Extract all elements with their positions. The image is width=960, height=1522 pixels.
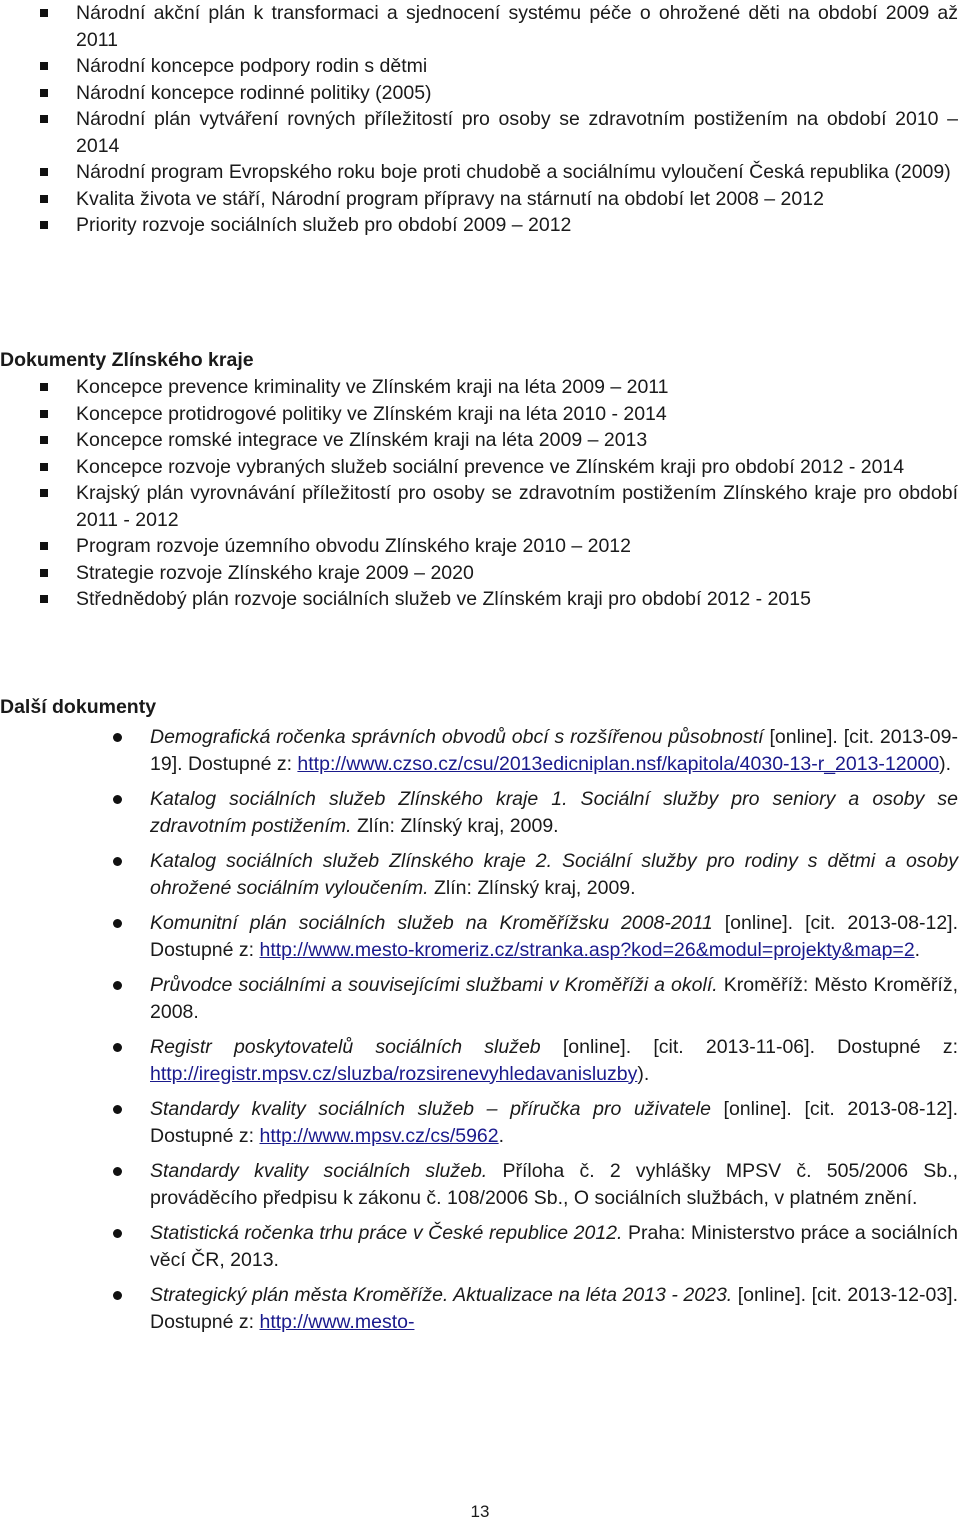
reference-link[interactable]: http://iregistr.mpsv.cz/sluzba/rozsirenevyhledavanisluzby xyxy=(150,1062,638,1085)
reference-text: [online]. [cit. 2013-08-12]. Dostupné z: xyxy=(150,1098,958,1147)
round-bullet-icon xyxy=(113,1229,122,1238)
reference-item xyxy=(0,1158,958,1211)
reference-title: Standardy kvality sociálních služeb. xyxy=(150,1160,488,1182)
reference-tail: . xyxy=(498,1124,505,1147)
square-bullet-icon xyxy=(40,62,48,70)
list-item: Strategie rozvoje Zlínského kraje 2009 – 2020 xyxy=(0,560,958,587)
reference-item xyxy=(0,1220,958,1273)
reference-title: Standardy kvality sociálních služeb – příručka pro uživatele xyxy=(150,1098,711,1120)
reference-title: Demografická ročenka správních obvodů obcí s rozšířenou působností xyxy=(150,726,764,748)
reference-item xyxy=(0,724,958,777)
list-item: Národní program Evropského roku boje proti chudobě a sociálnímu vyloučení Česká republika (2009) xyxy=(0,159,958,186)
round-bullet-icon xyxy=(113,733,122,742)
round-bullet-icon xyxy=(113,981,122,990)
square-bullet-icon xyxy=(40,542,48,550)
reference-item xyxy=(0,1282,958,1335)
reference-text: Zlín: Zlínský kraj, 2009. xyxy=(351,814,559,837)
reference-title: Katalog sociálních služeb Zlínského kraje 2. Sociální služby pro rodiny s dětmi a osoby ohrožené sociálním vyloučením. xyxy=(150,850,958,899)
square-bullet-icon xyxy=(40,168,48,176)
reference-text: Kroměříž: Město Kroměříž, 2008. xyxy=(150,974,958,1023)
reference-text: [online]. [cit. 2013-11-06]. Dostupné z: xyxy=(540,1036,959,1058)
square-bullet-icon xyxy=(40,383,48,391)
list-item: Národní koncepce podpory rodin s dětmi xyxy=(0,53,958,80)
reference-title: Statistická ročenka trhu práce v České republice 2012. xyxy=(150,1222,623,1244)
square-bullet-icon xyxy=(40,463,48,471)
round-bullet-icon xyxy=(113,795,122,804)
list-item: Národní koncepce rodinné politiky (2005) xyxy=(0,80,958,107)
section-heading-zlin: Dokumenty Zlínského kraje xyxy=(0,349,254,371)
reference-item xyxy=(0,1096,958,1149)
reference-link[interactable]: http://www.mesto- xyxy=(259,1310,415,1333)
reference-link[interactable]: http://www.mpsv.cz/cs/5962 xyxy=(259,1124,499,1147)
round-bullet-icon xyxy=(113,919,122,928)
list-item: Národní plán vytváření rovných příležitostí pro osoby se zdravotním postižením na období 2010 – 2014 xyxy=(0,106,958,159)
reference-text: [online]. [cit. 2013-12-03]. Dostupné z: xyxy=(150,1284,959,1333)
reference-item xyxy=(0,1034,958,1087)
round-bullet-icon xyxy=(113,1167,122,1176)
reference-tail: ). xyxy=(637,1062,650,1085)
reference-title: Komunitní plán sociálních služeb na Kroměřížsku 2008-2011 xyxy=(150,912,713,934)
square-bullet-icon xyxy=(40,595,48,603)
list-item: Koncepce prevence kriminality ve Zlínském kraji na léta 2009 – 2011 xyxy=(0,374,958,401)
reference-title: Registr poskytovatelů sociálních služeb xyxy=(150,1036,541,1058)
reference-title: Průvodce sociálními a souvisejícími službami v Kroměříži a okolí. xyxy=(150,974,718,996)
reference-title: Katalog sociálních služeb Zlínského kraje 1. Sociální služby pro seniory a osoby se zdravotním postižením. xyxy=(150,788,958,837)
reference-tail: . xyxy=(914,938,921,961)
reference-text: Praha: Ministerstvo práce a sociálních věcí ČR, 2013. xyxy=(150,1222,959,1271)
square-bullet-icon xyxy=(40,569,48,577)
reference-item xyxy=(0,786,958,839)
list-item: Koncepce rozvoje vybraných služeb sociální prevence ve Zlínském kraji pro období 2012 - 2014 xyxy=(0,454,958,481)
zlin-docs-list xyxy=(0,374,958,613)
square-bullet-icon xyxy=(40,9,48,17)
round-bullet-icon xyxy=(113,1291,122,1300)
round-bullet-icon xyxy=(113,857,122,866)
round-bullet-icon xyxy=(113,1043,122,1052)
reference-item xyxy=(0,972,958,1025)
list-item: Koncepce protidrogové politiky ve Zlínském kraji na léta 2010 - 2014 xyxy=(0,401,958,428)
reference-text: Zlín: Zlínský kraj, 2009. xyxy=(428,876,636,899)
reference-link[interactable]: http://www.czso.cz/csu/2013edicniplan.nsf/kapitola/4030-13-r_2013-12000 xyxy=(297,752,940,775)
list-item: Koncepce romské integrace ve Zlínském kraji na léta 2009 – 2013 xyxy=(0,427,958,454)
reference-text: [online]. [cit. 2013-08-12]. Dostupné z: xyxy=(150,912,958,961)
list-item: Kvalita života ve stáří, Národní program přípravy na stárnutí na období let 2008 – 2012 xyxy=(0,186,958,213)
list-item: Program rozvoje územního obvodu Zlínského kraje 2010 – 2012 xyxy=(0,533,958,560)
square-bullet-icon xyxy=(40,489,48,497)
list-item: Krajský plán vyrovnávání příležitostí pro osoby se zdravotním postižením Zlínského kraje pro období 2011 - 2012 xyxy=(0,480,958,533)
square-bullet-icon xyxy=(40,221,48,229)
square-bullet-icon xyxy=(40,195,48,203)
list-item: Priority rozvoje sociálních služeb pro období 2009 – 2012 xyxy=(0,212,958,239)
square-bullet-icon xyxy=(40,89,48,97)
reference-text: Příloha č. 2 vyhlášky MPSV č. 505/2006 Sb., prováděcího předpisu k zákonu č. 108/2006 Sb., O sociálních službách, v platném znění. xyxy=(150,1160,958,1209)
square-bullet-icon xyxy=(40,436,48,444)
page-number: 13 xyxy=(470,1502,490,1521)
square-bullet-icon xyxy=(40,115,48,123)
reference-link[interactable]: http://www.mesto-kromeriz.cz/stranka.asp?kod=26&modul=projekty&map=2 xyxy=(259,938,915,961)
list-item: Národní akční plán k transformaci a sjednocení systému péče o ohrožené děti na období 2009 až 2011 xyxy=(0,0,958,53)
reference-tail: ). xyxy=(939,752,952,775)
list-item: Střednědobý plán rozvoje sociálních služeb ve Zlínském kraji pro období 2012 - 2015 xyxy=(0,586,958,613)
section-heading-other: Další dokumenty xyxy=(0,696,157,718)
reference-item xyxy=(0,910,958,963)
square-bullet-icon xyxy=(40,410,48,418)
reference-item xyxy=(0,848,958,901)
reference-text: [online]. [cit. 2013-09-19]. Dostupné z: xyxy=(150,726,958,775)
references-list xyxy=(0,724,958,1344)
round-bullet-icon xyxy=(113,1105,122,1114)
reference-title: Strategický plán města Kroměříže. Aktualizace na léta 2013 - 2023. xyxy=(150,1284,733,1306)
national-docs-list xyxy=(0,0,958,239)
